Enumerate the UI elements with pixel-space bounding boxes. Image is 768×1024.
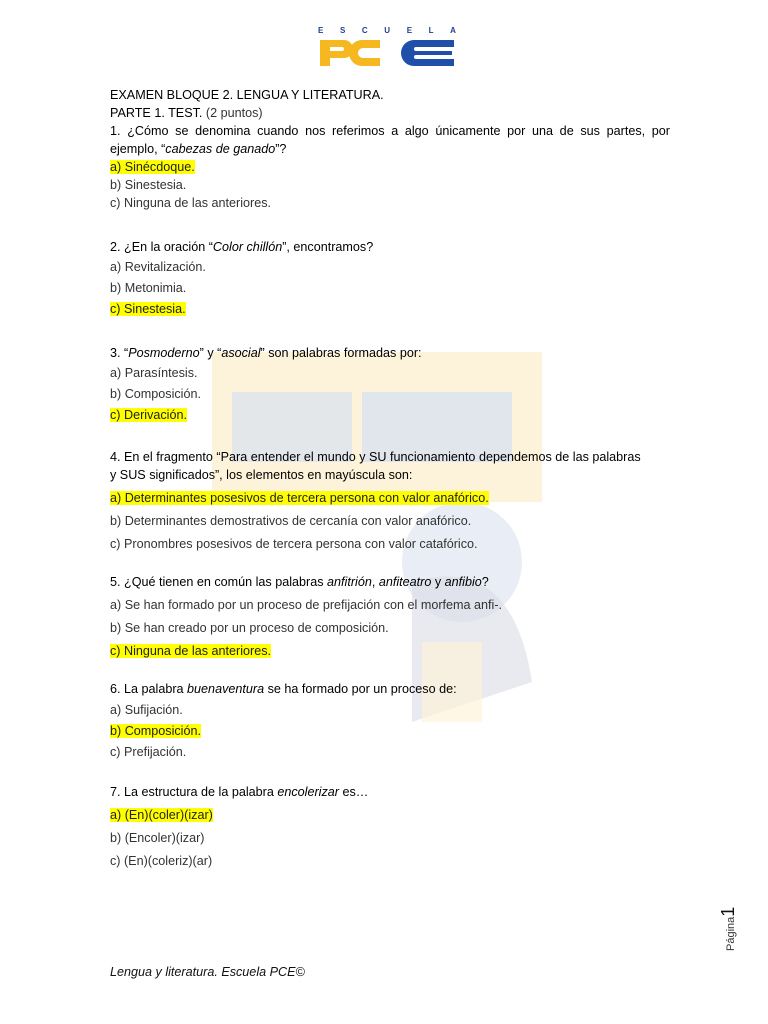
school-logo: [318, 26, 456, 70]
option-5b: b) Se han creado por un proceso de composición.: [110, 621, 389, 635]
option-2c: [110, 300, 670, 318]
question-number: 1.: [110, 124, 121, 138]
option-7c: c) (En)(coleriz)(ar): [110, 854, 213, 868]
exam-content: [110, 86, 670, 870]
question-text-end: es…: [338, 785, 369, 799]
question-text: En el fragmento “Para entender el mundo y SU funcionamiento dependemos de las palabras: [124, 450, 641, 464]
logo-letter: E: [318, 26, 324, 35]
option-4b: b) Determinantes demostrativos de cercanía con valor anafórico.: [110, 514, 472, 528]
question-text: “: [124, 346, 129, 360]
option-3b: b) Composición.: [110, 387, 201, 401]
question-italic: Posmoderno: [128, 346, 200, 360]
logo-pce-mark: [318, 38, 456, 68]
part-label: PARTE 1. TEST.: [110, 106, 203, 120]
question-text-mid: ,: [371, 575, 379, 589]
question-italic-3: anfibio: [444, 575, 482, 589]
part-points: (2 puntos): [205, 106, 263, 120]
option-4c: c) Pronombres posesivos de tercera persona con valor catafórico.: [110, 537, 478, 551]
logo-letter: C: [361, 26, 368, 35]
question-4-line-2: y SUS significados”, los elementos en mayúscula son:: [110, 468, 413, 482]
option-5c: [110, 642, 670, 660]
answer-highlight: c) Ninguna de las anteriores.: [110, 644, 272, 658]
question-1: [110, 122, 670, 158]
question-number: 7.: [110, 785, 121, 799]
footer-text: Lengua y literatura. Escuela PCE©: [110, 965, 305, 979]
question-text-end: ” son palabras formadas por:: [260, 346, 422, 360]
logo-letters: [318, 26, 456, 35]
question-text-end: ?: [481, 575, 489, 589]
question-5: [110, 573, 670, 591]
answer-highlight: c) Derivación.: [110, 408, 187, 422]
question-text-end: ”?: [275, 142, 287, 156]
exam-title: EXAMEN BLOQUE 2. LENGUA Y LITERATURA.: [110, 88, 384, 102]
question-text-end: ”, encontramos?: [282, 240, 374, 254]
question-text-mid-2: y: [431, 575, 445, 589]
question-text: ¿En la oración “: [124, 240, 213, 254]
question-italic: cabezas de ganado: [165, 142, 276, 156]
option-7a: [110, 806, 670, 824]
page-number-value: 1: [718, 906, 738, 917]
answer-highlight: a) (En)(coler)(izar): [110, 808, 213, 822]
question-text: La estructura de la palabra: [124, 785, 278, 799]
question-text: La palabra: [124, 682, 188, 696]
answer-highlight: a) Determinantes posesivos de tercera persona con valor anafórico.: [110, 491, 489, 505]
option-2a: a) Revitalización.: [110, 260, 206, 274]
question-7: [110, 783, 670, 801]
option-3a: a) Parasíntesis.: [110, 366, 198, 380]
question-text-mid: ” y “: [199, 346, 222, 360]
option-3c: [110, 406, 670, 424]
question-number: 5.: [110, 575, 121, 589]
option-1a: [110, 158, 670, 176]
question-text: ¿Cómo se denomina cuando nos referimos a algo únicamente por una de sus partes, por ejemplo, “: [110, 124, 671, 156]
part-heading: [110, 104, 670, 122]
question-italic: buenaventura: [187, 682, 265, 696]
question-italic: anfitrión: [327, 575, 372, 589]
answer-highlight: b) Composición.: [110, 724, 201, 738]
option-1c: c) Ninguna de las anteriores.: [110, 196, 272, 210]
option-5a: a) Se han formado por un proceso de prefijación con el morfema anfi-.: [110, 598, 503, 612]
option-2b: b) Metonimia.: [110, 281, 187, 295]
option-6b: [110, 722, 670, 740]
option-1b: b) Sinestesia.: [110, 178, 187, 192]
logo-letter: L: [428, 26, 434, 35]
question-italic-2: asocial: [221, 346, 261, 360]
logo-letter: S: [339, 26, 346, 35]
question-6: [110, 680, 670, 698]
question-text-end: se ha formado por un proceso de:: [264, 682, 457, 696]
answer-highlight: c) Sinestesia.: [110, 302, 186, 316]
question-italic: Color chillón: [212, 240, 283, 254]
question-number: 4.: [110, 450, 121, 464]
question-italic: encolerizar: [277, 785, 339, 799]
answer-highlight: a) Sinécdoque.: [110, 160, 195, 174]
page-number: [702, 905, 742, 955]
option-6a: a) Sufijación.: [110, 703, 183, 717]
question-number: 3.: [110, 346, 121, 360]
question-italic-2: anfiteatro: [378, 575, 432, 589]
option-7b: b) (Encoler)(izar): [110, 831, 205, 845]
question-number: 2.: [110, 240, 121, 254]
option-4a: [110, 489, 670, 507]
option-6c: c) Prefijación.: [110, 745, 187, 759]
question-number: 6.: [110, 682, 121, 696]
logo-letter: E: [406, 26, 413, 35]
question-3: [110, 344, 670, 362]
logo-letter: U: [384, 26, 391, 35]
logo-letter: A: [450, 26, 456, 35]
question-2: [110, 238, 670, 256]
page-label: Página: [725, 916, 737, 951]
question-text: ¿Qué tienen en común las palabras: [124, 575, 328, 589]
question-4: [110, 448, 670, 466]
